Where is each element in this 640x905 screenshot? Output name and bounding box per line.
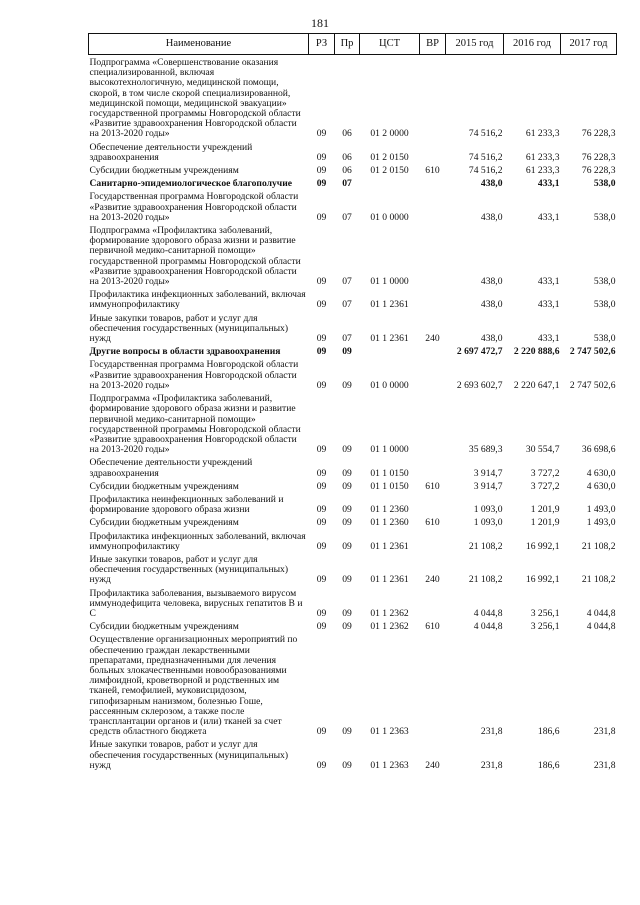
- row-2016: 61 233,3: [525, 151, 560, 163]
- row-2015: 35 689,3: [468, 444, 503, 456]
- row-name: Подпрограмма «Профилактика заболеваний, формирование здорового образа жизни и развитие первичной медико-санитарной помощи» государственной программы Новгородской области «Развитие здравоохранения Новгородской области на 2013-2020 годы»: [89, 225, 301, 288]
- row-2017: 2 747 502,6: [569, 346, 616, 358]
- row-2017: 36 698,6: [581, 444, 616, 456]
- row-vr: 610: [425, 517, 440, 529]
- row-2017: 76 228,3: [581, 165, 616, 177]
- row-vr: [420, 287, 446, 310]
- row-pr: 09: [342, 759, 352, 771]
- row-rz: 09: [316, 574, 327, 586]
- row-name: Подпрограмма «Совершенствование оказания специализированной, включая высокотехнологичную, медицинской помощи, скорой, в том числе скорой специализированной, медицинской помощи, медицинской эвакуации» государственной программы Новгородской области «Развитие здравоохранения Новгородской области на 2013-2020 годы»: [89, 57, 301, 140]
- table-row: [89, 287, 617, 310]
- row-name: Подпрограмма «Профилактика заболеваний, формирование здорового образа жизни и развитие первичной медико-санитарной помощи» государственной программы Новгородской области «Развитие здравоохранения Новгородской области на 2013-2020 годы»: [89, 393, 301, 456]
- row-2015: 2 697 472,7: [456, 346, 503, 358]
- row-2016: 186,6: [537, 726, 560, 738]
- row-2016: 433,1: [537, 178, 560, 190]
- row-2017: 231,8: [593, 759, 616, 771]
- row-vr: 610: [425, 621, 440, 633]
- row-2017: 538,0: [593, 211, 616, 223]
- row-2015: 4 044,8: [473, 621, 503, 633]
- row-2015: 438,0: [480, 299, 503, 311]
- row-cst: 01 2 0150: [370, 151, 409, 163]
- table-row: [89, 515, 617, 528]
- row-pr: 09: [342, 480, 352, 492]
- row-vr: [420, 632, 446, 737]
- row-2017: 21 108,2: [581, 540, 616, 552]
- row-2016: 16 992,1: [525, 540, 560, 552]
- header-pr: Пр: [335, 34, 360, 55]
- row-vr: [420, 586, 446, 620]
- table-row: [89, 391, 617, 455]
- row-2017: 538,0: [593, 178, 616, 190]
- row-vr: 610: [425, 165, 440, 177]
- header-cst: ЦСТ: [360, 34, 420, 55]
- row-2015: 74 516,2: [468, 128, 503, 140]
- row-pr: 09: [342, 726, 352, 738]
- row-2016: 61 233,3: [525, 165, 560, 177]
- row-name: Субсидии бюджетным учреждениям: [89, 517, 239, 529]
- row-pr: 09: [342, 517, 352, 529]
- row-2015: 74 516,2: [468, 151, 503, 163]
- row-name: Санитарно-эпидемиологическое благополучие: [89, 178, 292, 190]
- row-2017: 2 747 502,6: [569, 379, 616, 391]
- row-rz: 09: [316, 540, 327, 552]
- row-name: Государственная программа Новгородской области «Развитие здравоохранения Новгородской области на 2013-2020 годы»: [89, 359, 299, 391]
- row-name: Иные закупки товаров, работ и услуг для обеспечения государственных (муниципальных) нужд: [89, 553, 289, 586]
- budget-table: [88, 33, 617, 771]
- row-2017: 1 493,0: [586, 504, 616, 516]
- row-2015: 74 516,2: [468, 165, 503, 177]
- row-2016: 186,6: [537, 759, 560, 771]
- row-2016: 2 220 888,6: [513, 346, 560, 358]
- row-pr: 07: [342, 299, 352, 311]
- row-rz: 09: [316, 467, 327, 479]
- row-2015: 438,0: [480, 211, 503, 223]
- row-2016: 3 256,1: [530, 607, 560, 619]
- table-row: [89, 223, 617, 287]
- row-2017: 4 044,8: [586, 621, 616, 633]
- table-row: [89, 344, 617, 357]
- row-2015: 438,0: [480, 333, 503, 345]
- row-name: Обеспечение деятельности учреждений здравоохранения: [89, 457, 253, 479]
- table-row: [89, 529, 617, 552]
- row-pr: 09: [342, 621, 352, 633]
- row-2017: 76 228,3: [581, 128, 616, 140]
- row-rz: 09: [316, 128, 327, 140]
- row-vr: [420, 55, 446, 140]
- row-rz: 09: [316, 517, 327, 529]
- row-pr: 09: [342, 379, 352, 391]
- row-cst: 01 1 2363: [370, 759, 409, 771]
- row-pr: 06: [342, 151, 352, 163]
- row-rz: 09: [316, 759, 327, 771]
- row-name: Профилактика инфекционных заболеваний, включая иммунопрофилактику: [89, 289, 306, 311]
- row-rz: 09: [316, 151, 327, 163]
- row-pr: 07: [342, 333, 352, 345]
- row-2017: 231,8: [593, 726, 616, 738]
- table-row: [89, 552, 617, 586]
- row-2015: 1 093,0: [473, 504, 503, 516]
- row-2017: 76 228,3: [581, 151, 616, 163]
- row-2016: 61 233,3: [525, 128, 560, 140]
- row-name: Государственная программа Новгородской области «Развитие здравоохранения Новгородской области на 2013-2020 годы»: [89, 191, 299, 223]
- table-row: [89, 55, 617, 140]
- row-pr: 07: [342, 211, 352, 223]
- row-2015: 438,0: [480, 276, 503, 288]
- table-row: [89, 163, 617, 176]
- row-vr: 610: [425, 480, 440, 492]
- row-2016: 433,1: [537, 211, 560, 223]
- row-2016: 30 554,7: [525, 444, 560, 456]
- row-pr: 07: [342, 276, 352, 288]
- row-2016: 3 727,2: [530, 480, 560, 492]
- table-row: [89, 737, 617, 771]
- row-pr: 06: [342, 128, 352, 140]
- row-rz: 09: [316, 621, 327, 633]
- row-name: Осуществление организационных мероприятий по обеспечению граждан лекарственными препаратами, предназначенными для лечения больных злокачественными новообразованиями лимфоидной, кроветворной и родственных им тканей, гемофилией, муковисцидозом, гипофизарным нанизмом, болезнью Гоше, рассеянным склерозом, а также после трансплантации органов и (или) тканей за счет средств областного бюджета: [89, 634, 298, 738]
- row-rz: 09: [316, 726, 327, 738]
- row-rz: 09: [316, 480, 327, 492]
- row-2015: 21 108,2: [468, 574, 503, 586]
- row-rz: 09: [316, 444, 327, 456]
- row-vr: 240: [425, 574, 440, 586]
- row-vr: 240: [425, 333, 440, 345]
- row-cst: 01 1 2361: [370, 299, 409, 311]
- table-row: [89, 586, 617, 620]
- table-row: [89, 140, 617, 163]
- row-2016: 1 201,9: [530, 504, 560, 516]
- row-name: Профилактика инфекционных заболеваний, включая иммунопрофилактику: [89, 530, 306, 552]
- row-2016: 2 220 647,1: [513, 379, 560, 391]
- row-rz: 09: [316, 211, 327, 223]
- row-pr: 09: [342, 444, 352, 456]
- row-vr: [420, 140, 446, 163]
- row-name: Иные закупки товаров, работ и услуг для обеспечения государственных (муниципальных) нужд: [89, 739, 289, 771]
- row-cst: 01 1 2363: [370, 726, 409, 738]
- row-rz: 09: [316, 379, 327, 391]
- row-name: Иные закупки товаров, работ и услуг для обеспечения государственных (муниципальных) нужд: [89, 312, 289, 345]
- row-name: Субсидии бюджетным учреждениям: [89, 165, 239, 177]
- row-name: Обеспечение деятельности учреждений здравоохранения: [89, 141, 253, 163]
- row-vr: [420, 391, 446, 455]
- row-name: Субсидии бюджетным учреждениям: [89, 480, 239, 492]
- row-rz: 09: [316, 276, 327, 288]
- row-name: Субсидии бюджетным учреждениям: [89, 621, 239, 633]
- row-vr: [420, 189, 446, 223]
- row-2017: 4 630,0: [586, 480, 616, 492]
- row-cst: 01 1 0150: [370, 480, 409, 492]
- row-rz: 09: [316, 346, 327, 358]
- table-row: [89, 357, 617, 391]
- header-name: Наименование: [89, 34, 309, 55]
- row-name: Другие вопросы в области здравоохранения: [89, 346, 281, 358]
- row-vr: 240: [425, 759, 440, 771]
- table-row: [89, 632, 617, 737]
- table-row: [89, 479, 617, 492]
- row-2015: 1 093,0: [473, 517, 503, 529]
- row-cst: 01 1 2360: [370, 517, 409, 529]
- row-2015: 3 914,7: [473, 480, 503, 492]
- row-pr: 09: [342, 467, 352, 479]
- table-row: [89, 492, 617, 515]
- row-cst: 01 2 0000: [370, 128, 409, 140]
- table-body: [89, 55, 617, 772]
- row-cst: 01 1 2361: [370, 574, 409, 586]
- row-2017: 538,0: [593, 333, 616, 345]
- row-2017: 1 493,0: [586, 517, 616, 529]
- row-rz: 09: [316, 333, 327, 345]
- row-pr: 09: [342, 346, 352, 358]
- row-2015: 3 914,7: [473, 467, 503, 479]
- table-row: [89, 619, 617, 632]
- row-cst: 01 1 2361: [370, 540, 409, 552]
- row-2017: 21 108,2: [581, 574, 616, 586]
- row-cst: 01 1 0000: [370, 444, 409, 456]
- row-pr: 09: [342, 504, 352, 516]
- header-2017: 2017 год: [561, 34, 617, 55]
- row-2015: 4 044,8: [473, 607, 503, 619]
- row-pr: 09: [342, 574, 352, 586]
- row-rz: 09: [316, 299, 327, 311]
- row-vr: [420, 529, 446, 552]
- table-row: [89, 311, 617, 345]
- row-2017: 538,0: [593, 299, 616, 311]
- row-2015: 21 108,2: [468, 540, 503, 552]
- row-2017: 538,0: [593, 276, 616, 288]
- row-cst: 01 1 2362: [370, 621, 409, 633]
- row-rz: 09: [316, 178, 327, 190]
- header-2015: 2015 год: [446, 34, 504, 55]
- row-2015: 231,8: [480, 759, 503, 771]
- row-vr: [420, 492, 446, 515]
- row-cst: 01 0 0000: [370, 379, 409, 391]
- row-2016: 1 201,9: [530, 517, 560, 529]
- row-cst: 01 1 2362: [370, 607, 409, 619]
- row-cst: [360, 344, 420, 357]
- row-pr: 06: [342, 165, 352, 177]
- row-2015: 231,8: [480, 726, 503, 738]
- row-rz: 09: [316, 607, 327, 619]
- row-rz: 09: [316, 504, 327, 516]
- row-cst: 01 1 0000: [370, 276, 409, 288]
- row-cst: 01 2 0150: [370, 165, 409, 177]
- row-pr: 07: [342, 178, 352, 190]
- row-vr: [420, 357, 446, 391]
- page-number: 181: [311, 16, 329, 30]
- row-vr: [420, 344, 446, 357]
- row-2016: 16 992,1: [525, 574, 560, 586]
- row-cst: 01 1 0150: [370, 467, 409, 479]
- row-pr: 09: [342, 540, 352, 552]
- row-2016: 3 727,2: [530, 467, 560, 479]
- row-2016: 433,1: [537, 299, 560, 311]
- row-pr: 09: [342, 607, 352, 619]
- row-cst: 01 0 0000: [370, 211, 409, 223]
- row-vr: [420, 223, 446, 287]
- row-2016: 433,1: [537, 276, 560, 288]
- row-vr: [420, 176, 446, 189]
- row-2017: 4 044,8: [586, 607, 616, 619]
- row-name: Профилактика заболевания, вызываемого вирусом иммунодефицита человека, вирусных гепатитов В и С: [89, 587, 303, 619]
- row-2017: 4 630,0: [586, 467, 616, 479]
- table-row: [89, 176, 617, 189]
- row-2016: 3 256,1: [530, 621, 560, 633]
- header-2016: 2016 год: [504, 34, 561, 55]
- row-2015: 2 693 602,7: [456, 379, 503, 391]
- table-row: [89, 455, 617, 478]
- row-vr: [420, 455, 446, 478]
- table-row: [89, 189, 617, 223]
- header-vr: ВР: [420, 34, 446, 55]
- row-cst: 01 1 2360: [370, 504, 409, 516]
- header-rz: РЗ: [309, 34, 335, 55]
- row-2015: 438,0: [480, 178, 503, 190]
- row-rz: 09: [316, 165, 327, 177]
- row-name: Профилактика неинфекционных заболеваний и формирование здорового образа жизни: [89, 493, 284, 516]
- row-cst: 01 1 2361: [370, 333, 409, 345]
- table-header-row: [89, 34, 617, 55]
- row-2016: 433,1: [537, 333, 560, 345]
- row-cst: [360, 176, 420, 189]
